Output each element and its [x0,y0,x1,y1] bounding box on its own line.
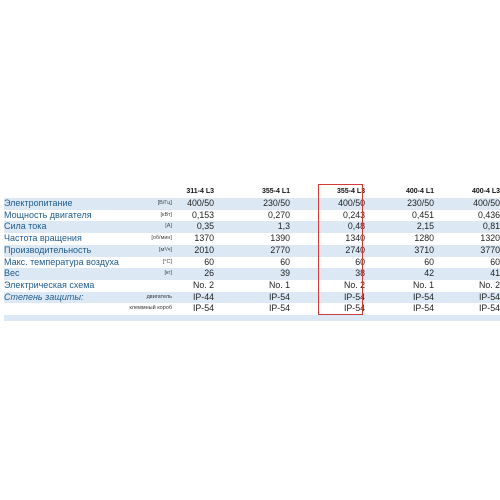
row-unit: [кВт] [144,210,172,222]
table-row [4,221,500,233]
protection-motor-label: двигатель [144,292,172,304]
table-row-protection-terminal [4,303,500,315]
cell-value: 38 [290,268,365,280]
protection-label: Степень защиты: [4,292,144,304]
cell-value: 1340 [290,233,365,245]
cell-value: 60 [290,257,365,269]
row-unit: [м³/ч] [144,245,172,257]
cell-value: IP-54 [290,292,365,304]
cell-value: No. 2 [434,280,500,292]
cell-value: 39 [214,268,290,280]
row-unit: [об/мин] [144,233,172,245]
spec-table [4,186,500,321]
cell-value: 60 [365,257,434,269]
cell-value: 60 [172,257,214,269]
cell-value: 1,3 [214,221,290,233]
cell-value: 230/50 [214,198,290,210]
cell-value: 2010 [172,245,214,257]
column-header: 311-4 L3 [186,188,214,195]
table-row-protection-motor [4,292,500,304]
cell-value: 400/50 [290,198,365,210]
footer-strip [4,315,500,321]
table-row [4,257,500,269]
cell-value: 2,15 [365,221,434,233]
row-label: Электрическая схема [4,280,144,292]
table-row [4,210,500,222]
cell-value: 0,270 [214,210,290,222]
table-row [4,198,500,210]
cell-value: IP-54 [434,303,500,315]
header-blank [4,186,144,198]
column-header: 400-4 L3 [471,188,500,195]
cell-value: IP-54 [290,303,365,315]
cell-value: 0,48 [290,221,365,233]
cell-value: 0,243 [290,210,365,222]
cell-value: 0,35 [172,221,214,233]
table-row [4,268,500,280]
row-label: Вес [4,268,144,280]
table-row-footer-strip [4,315,500,321]
cell-value: 3710 [365,245,434,257]
cell-value: 42 [365,268,434,280]
header-blank-unit [144,186,172,198]
cell-value: 1390 [214,233,290,245]
row-unit: [кг] [144,268,172,280]
row-unit: [В/Гц] [144,198,172,210]
cell-value: 1370 [172,233,214,245]
cell-value: IP-54 [434,292,500,304]
cell-value: IP-54 [365,303,434,315]
row-label: Мощность двигателя [4,210,144,222]
cell-value: 26 [172,268,214,280]
cell-value: 0,436 [434,210,500,222]
cell-value: IP-44 [172,292,214,304]
cell-value: 60 [434,257,500,269]
cell-value: IP-54 [214,292,290,304]
cell-value: 2740 [290,245,365,257]
row-label: Сила тока [4,221,144,233]
protection-terminal-label: клеммный короб [4,303,172,315]
table-row [4,233,500,245]
cell-value: No. 1 [365,280,434,292]
cell-value: IP-54 [214,303,290,315]
table-row [4,280,500,292]
cell-value: No. 2 [172,280,214,292]
cell-value: 400/50 [172,198,214,210]
cell-value: 3770 [434,245,500,257]
cell-value: IP-54 [365,292,434,304]
row-unit [144,280,172,292]
row-unit: [A] [144,221,172,233]
cell-value: No. 1 [214,280,290,292]
cell-value: 0,153 [172,210,214,222]
cell-value: 0,81 [434,221,500,233]
cell-value: 60 [214,257,290,269]
column-header: 400-4 L1 [405,188,434,195]
cell-value: 2770 [214,245,290,257]
cell-value: 0,451 [365,210,434,222]
header-row [4,186,500,198]
cell-value: 1280 [365,233,434,245]
row-label: Производительность [4,245,144,257]
table-row [4,245,500,257]
column-header: 355-4 L3 [336,188,365,195]
row-label: Макс. температура воздуха [4,257,144,269]
cell-value: 1320 [434,233,500,245]
row-label: Электропитание [4,198,144,210]
row-label: Частота вращения [4,233,144,245]
column-header: 355-4 L1 [261,188,290,195]
cell-value: IP-54 [172,303,214,315]
cell-value: 41 [434,268,500,280]
cell-value: 400/50 [434,198,500,210]
cell-value: No. 2 [290,280,365,292]
row-unit: [°C] [144,257,172,269]
cell-value: 230/50 [365,198,434,210]
